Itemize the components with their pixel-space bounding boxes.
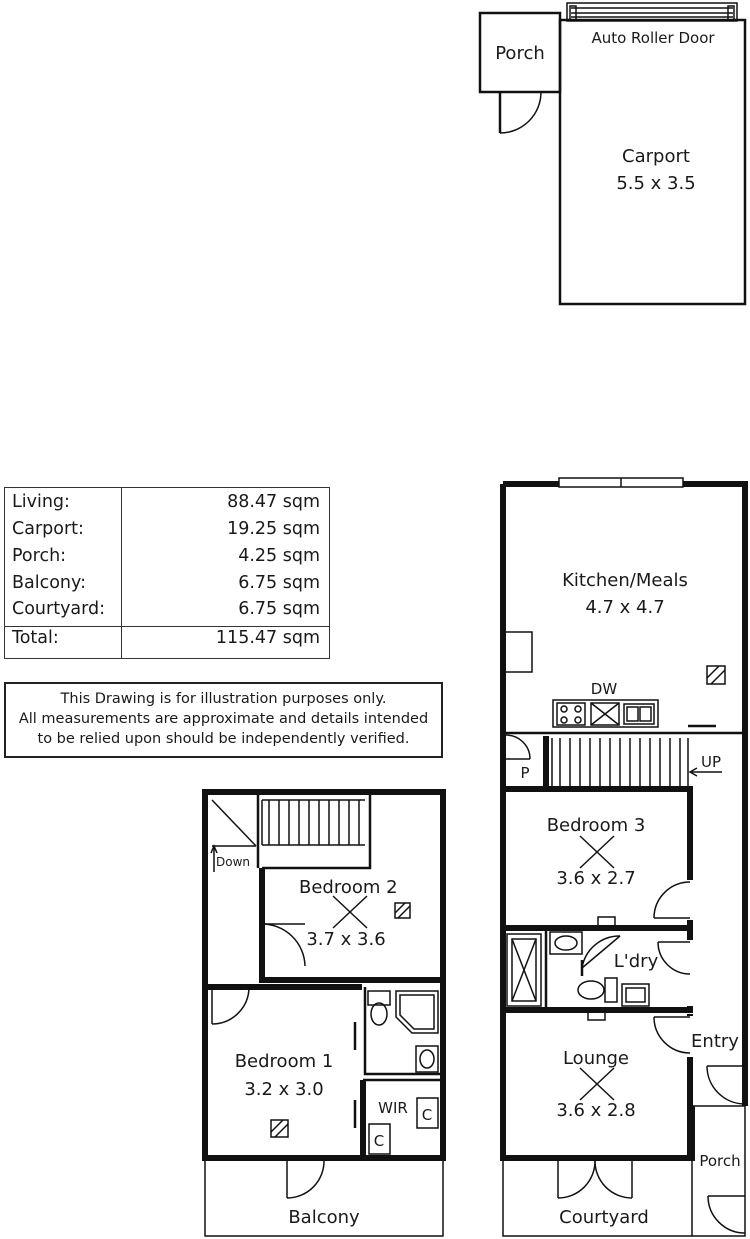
- balcony-door-swing: [287, 1160, 324, 1198]
- area-row-value: 6.75 sqm: [238, 599, 320, 619]
- front-porch-outline: [692, 1106, 745, 1236]
- bedroom2-ceiling-fan-icon: [333, 896, 367, 928]
- disclaimer-box: [4, 682, 443, 758]
- front-porch-door-swing: [708, 1196, 745, 1233]
- area-row-balcony: [5, 573, 329, 599]
- total-divider: [5, 626, 329, 627]
- area-row-label: Balcony:: [12, 573, 86, 593]
- laundry-entry-door-swing: [658, 942, 690, 974]
- shower-icon: [396, 991, 438, 1033]
- bedroom1-size: 3.2 x 3.0: [244, 1079, 324, 1100]
- disclaimer-line: This Drawing is for illustration purposes only.: [60, 691, 387, 707]
- bedroom3-vent-icon: [598, 917, 615, 926]
- wir-closet-left-label: C: [373, 1132, 385, 1150]
- area-row-label: Courtyard:: [12, 599, 106, 619]
- area-row-porch: [5, 546, 329, 572]
- bedroom3-door-swing: [654, 882, 690, 918]
- roller-door-symbol: [567, 3, 737, 21]
- bedroom3-name: Bedroom 3: [546, 815, 646, 836]
- lounge-ceiling-fan-icon: [580, 1068, 614, 1100]
- area-row-courtyard: [5, 599, 329, 625]
- kitchen-size: 4.7 x 4.7: [585, 597, 665, 618]
- area-row-value: 4.25 sqm: [238, 546, 320, 566]
- up-label: UP: [701, 753, 722, 771]
- dw-label: DW: [590, 680, 618, 698]
- courtyard-double-door-swing: [558, 1160, 632, 1198]
- front-porch-label: Porch: [699, 1152, 741, 1170]
- area-summary-table: [4, 487, 330, 659]
- disclaimer-line: All measurements are approximate and details intended: [18, 711, 429, 727]
- pantry-door-swing: [506, 735, 530, 759]
- area-row-label: Living:: [12, 492, 70, 512]
- area-row-value: 19.25 sqm: [227, 519, 320, 539]
- kitchen-name: Kitchen/Meals: [562, 570, 688, 591]
- bedroom2-size: 3.7 x 3.6: [306, 929, 386, 950]
- laundry-label: L'dry: [613, 951, 659, 972]
- down-label: Down: [216, 855, 251, 869]
- bedroom3-ceiling-fan-icon: [580, 836, 614, 868]
- area-row-value: 6.75 sqm: [238, 573, 320, 593]
- lounge-name: Lounge: [562, 1048, 630, 1069]
- lounge-door-swing: [654, 1017, 690, 1053]
- bedroom1-door-swing: [212, 987, 249, 1024]
- courtyard-label: Courtyard: [559, 1207, 649, 1228]
- roller-door-label: Auto Roller Door: [591, 29, 715, 47]
- bedroom1-name: Bedroom 1: [234, 1051, 334, 1072]
- toilet-icon: [578, 981, 604, 999]
- area-row-total: [5, 628, 329, 654]
- bedroom2-door-swing: [262, 924, 305, 966]
- area-row-label: Carport:: [12, 519, 84, 539]
- carport-name: Carport: [622, 146, 690, 167]
- lounge-size: 3.6 x 2.8: [556, 1100, 636, 1121]
- porch-door-swing: [500, 92, 541, 133]
- top-porch-label: Porch: [495, 43, 545, 64]
- area-total-value: 115.47 sqm: [215, 628, 320, 648]
- wir-closet-right-label: C: [421, 1106, 433, 1124]
- entry-door-swing: [707, 1066, 745, 1104]
- carport-block: [480, 3, 745, 304]
- bedroom3-size: 3.6 x 2.7: [556, 868, 636, 889]
- bedroom2-name: Bedroom 2: [299, 877, 398, 898]
- wir-label: WIR: [378, 1099, 408, 1117]
- entry-label: Entry: [691, 1031, 739, 1052]
- area-total-label: Total:: [12, 628, 59, 648]
- carport-size: 5.5 x 3.5: [616, 173, 696, 194]
- ground-floor-plan: [503, 478, 745, 1236]
- area-row-living: [5, 492, 329, 518]
- ground-stairs: [552, 738, 722, 786]
- balcony-label: Balcony: [288, 1207, 360, 1228]
- disclaimer-line: to be relied upon should be independently verified.: [37, 731, 410, 747]
- area-row-value: 88.47 sqm: [227, 492, 320, 512]
- toilet-cistern: [605, 978, 617, 1002]
- area-row-carport: [5, 519, 329, 545]
- ensuite-toilet-icon: [371, 1003, 387, 1025]
- fridge-space: [505, 632, 532, 672]
- area-row-label: Porch:: [12, 546, 67, 566]
- pantry-label: P: [520, 764, 530, 782]
- upper-floor-plan: [205, 792, 443, 1236]
